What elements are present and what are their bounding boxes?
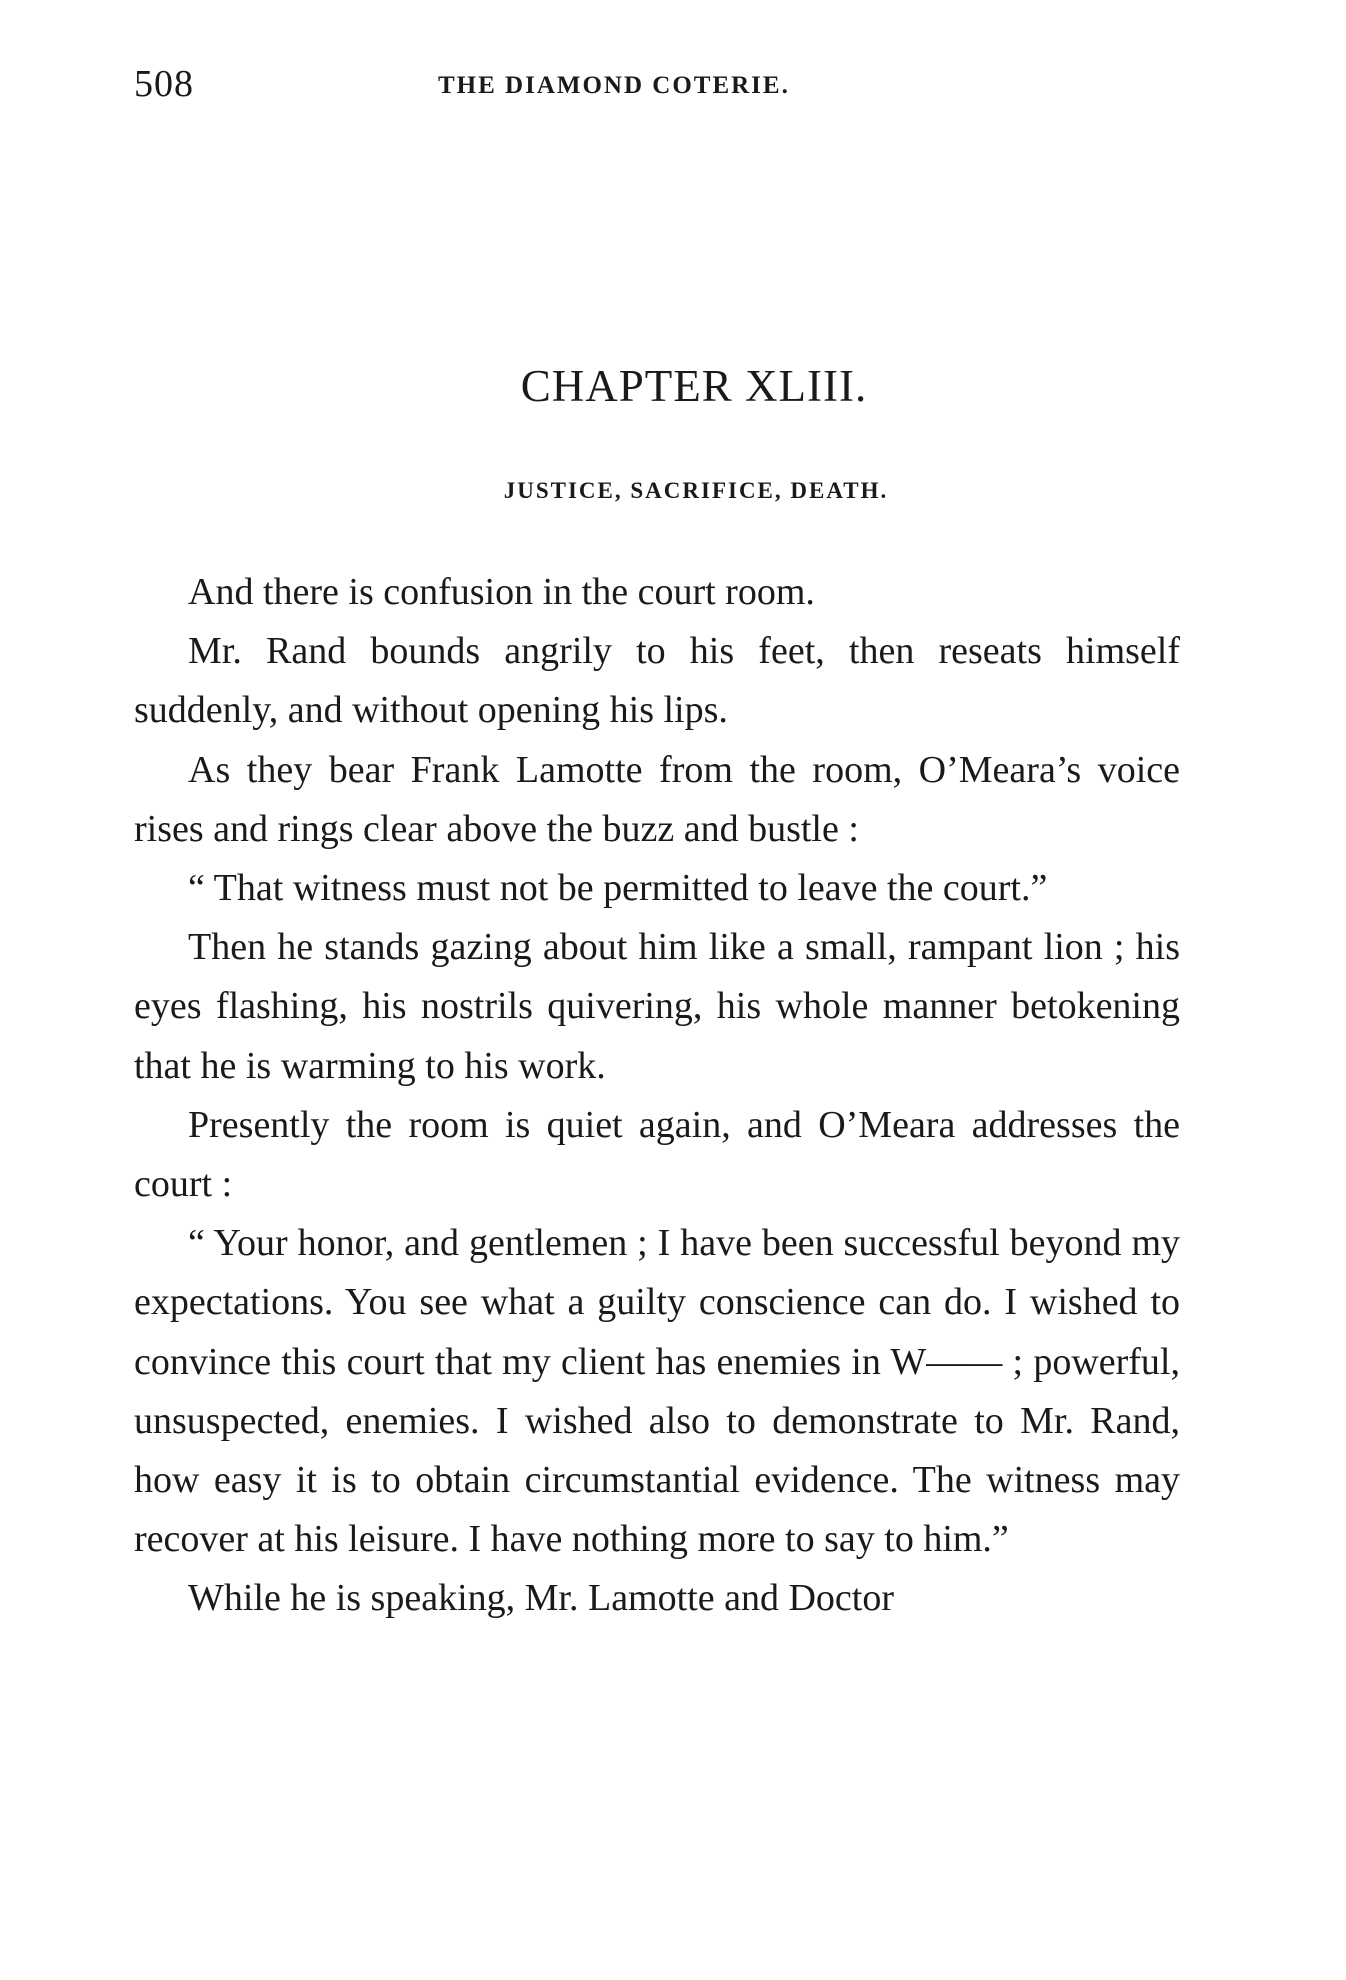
paragraph: Mr. Rand bounds angrily to his feet, then reseats himself suddenly, and without opening his lips.	[134, 630, 1180, 732]
chapter-heading	[134, 360, 1174, 412]
paragraph: “ That witness must not be permitted to leave the court.”	[188, 867, 1048, 910]
paragraph: Presently the room is quiet again, and O’Meara addresses the court :	[134, 1103, 1180, 1206]
paragraph: “ Your honor, and gentlemen ; I have been successful beyond my expectations. You see what a guilty conscience can do. I wished to convince this court that my client has enemies in W—— ; powerful, unsuspected, enemies. I wished also to demonstrate to Mr. Rand, how easy it is to obtain circumstantial evidence. The witness may recover at his leisure. I have nothing more to say to him.”	[134, 1222, 1180, 1561]
page-number: 508	[134, 63, 194, 105]
paragraph: Then he stands gazing about him like a small, rampant lion ; his eyes flashing, his nostrils quivering, his whole manner betokening that he is warming to his work.	[134, 926, 1180, 1087]
running-title: THE DIAMOND COTERIE.	[438, 72, 790, 99]
chapter-subtitle	[134, 478, 1174, 504]
paragraph: As they bear Frank Lamotte from the room, O’Meara’s voice rises and rings clear above the buzz and bustle :	[134, 748, 1180, 850]
chapter-heading-text: CHAPTER XLIII.	[520, 361, 868, 411]
body-text	[134, 563, 1180, 1629]
paragraph: While he is speaking, Mr. Lamotte and Doctor	[188, 1577, 894, 1620]
paragraph: And there is confusion in the court room.	[188, 571, 815, 613]
running-head	[134, 62, 1174, 112]
chapter-subtitle-text: JUSTICE, SACRIFICE, DEATH.	[503, 478, 889, 503]
